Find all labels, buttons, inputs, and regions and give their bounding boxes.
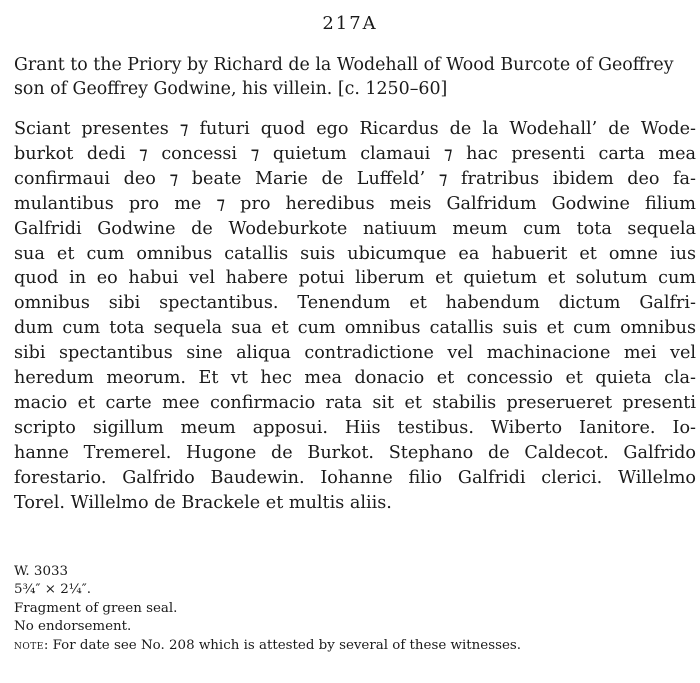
charter-line: heredum meorum. Et vt hec mea donacio et concessio et quieta cla-: [14, 368, 696, 389]
charter-line: forestario. Galfrido Baudewin. Iohanne filio Galfridi clerici. Willelmo: [14, 467, 696, 488]
heading-line: son of Geoffrey Godwine, his villein. [c. 1250–60]: [14, 79, 448, 99]
charter-line: omnibus sibi spectantibus. Tenendum et habendum dictum Galfri-: [14, 293, 696, 314]
charter-line: Sciant presentes ⁊ futuri quod ego Ricardus de la Wodehall’ de Wode-: [14, 119, 696, 139]
date-note: [14, 637, 694, 655]
document-number: 217A: [322, 13, 378, 34]
document-heading: [14, 53, 694, 101]
charter-line: sibi spectantibus sine aliqua contradictione vel machinacione mei vel: [14, 343, 696, 364]
heading-line: Grant to the Priory by Richard de la Wodehall of Wood Burcote of Geoffrey: [14, 55, 674, 75]
charter-text: [14, 117, 696, 516]
dimensions: 5¾″ × 2¼″.: [14, 582, 91, 598]
charter-line: burkot dedi ⁊ concessi ⁊ quietum clamaui ⁊ hac presenti carta mea: [14, 143, 696, 164]
note-text: : For date see No. 208 which is attested by several of these witnesses.: [43, 637, 522, 653]
charter-line: Galfridi Godwine de Wodeburkote natiuum meum cum tota sequela: [14, 218, 696, 239]
charter-line: quod in eo habui vel habere potui liberum et quietum et solutum cum: [14, 268, 696, 289]
charter-line: macio et carte mee confirmacio rata sit et stabilis preserueret presenti: [14, 392, 696, 413]
seal-description: Fragment of green seal.: [14, 600, 178, 616]
charter-line: scripto sigillum meum apposui. Hiis testibus. Wiberto Ianitore. Io-: [14, 417, 696, 438]
charter-line: dum cum tota sequela sua et cum omnibus catallis suis et cum omnibus: [14, 318, 696, 339]
document-notes: [14, 563, 694, 655]
charter-line: sua et cum omnibus catallis suis ubicumque ea habuerit et omne ius: [14, 243, 696, 264]
charter-line: Torel. Willelmo de Brackele et multis aliis.: [14, 492, 392, 513]
charter-line: confirmaui deo ⁊ beate Marie de Luffeld’ ⁊ fratribus ibidem deo fa-: [14, 168, 696, 189]
charter-line: hanne Tremerel. Hugone de Burkot. Stephano de Caldecot. Galfrido: [14, 442, 696, 463]
endorsement: No endorsement.: [14, 619, 132, 635]
reference-number: W. 3033: [14, 564, 69, 579]
charter-line: mulantibus pro me ⁊ pro heredibus meis Galfridum Godwine filium: [14, 193, 696, 214]
note-label: note: [14, 637, 44, 653]
